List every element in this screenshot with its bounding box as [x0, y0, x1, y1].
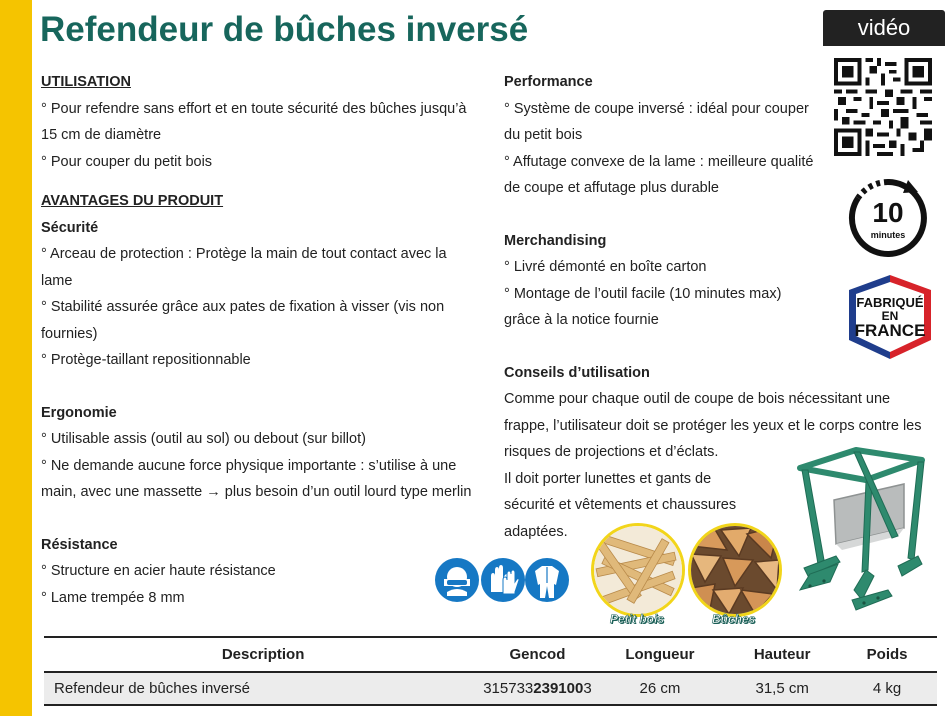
column-header-hauteur: Hauteur — [727, 637, 837, 672]
securite-heading: Sécurité — [41, 219, 99, 236]
column-header-gencod: Gencod — [482, 637, 592, 672]
cell-poids: 4 kg — [837, 672, 937, 705]
securite-line: ° Stabilité assurée grâce aux pates de fixation à visser (vis non — [41, 299, 445, 315]
gloves-icon — [481, 558, 525, 602]
buches-label: Bûches — [712, 612, 756, 626]
cell-longueur: 26 cm — [593, 672, 728, 705]
conseils-line: Comme pour chaque outil de coupe de bois nécessitant une — [504, 391, 891, 407]
column-header-longueur: Longueur — [593, 637, 728, 672]
ergonomie-heading: Ergonomie — [41, 404, 117, 421]
video-tab[interactable]: vidéo — [823, 10, 945, 46]
merchandising-line: grâce à la notice fournie — [504, 312, 659, 328]
gencod-suffix: 3 — [583, 680, 592, 697]
buches-photo — [688, 523, 782, 617]
timer-number: 10 — [872, 197, 904, 228]
avantages-heading: AVANTAGES DU PRODUIT — [41, 193, 224, 209]
column-header-description: Description — [44, 637, 482, 672]
gencod-prefix: 315733 — [483, 680, 534, 697]
conseils-line: adaptées. — [504, 523, 568, 540]
resistance-line: ° Lame trempée 8 mm — [41, 589, 185, 606]
conseils-heading: Conseils d’utilisation — [504, 364, 650, 381]
utilisation-line: ° Pour couper du petit bois — [41, 153, 213, 170]
performance-line: du petit bois — [504, 127, 583, 143]
conseils-line: frappe, l’utilisateur doit se protéger les yeux et le corps contre les — [504, 417, 922, 434]
timer-unit: minutes — [870, 230, 906, 240]
gencod-bold: 239100 — [533, 680, 584, 697]
cell-description: Refendeur de bûches inversé — [44, 672, 482, 705]
performance-heading: Performance — [504, 74, 593, 90]
utilisation-heading: UTILISATION — [41, 74, 131, 90]
cell-hauteur: 31,5 cm — [727, 672, 837, 705]
safety-goggles-icon — [435, 558, 479, 602]
performance-line: ° Système de coupe inversé : idéal pour couper — [504, 100, 809, 117]
spec-table — [44, 636, 937, 706]
merchandising-line: ° Livré démonté en boîte carton — [504, 259, 707, 275]
fabrique-line3: FRANCE — [854, 321, 926, 340]
page-title: Refendeur de bûches inversé — [40, 10, 529, 49]
merchandising-line: ° Montage de l’outil facile (10 minutes max) — [504, 285, 782, 302]
ergonomie-line: ° Utilisable assis (outil au sol) ou debout (sur billot) — [41, 431, 366, 447]
left-column — [41, 69, 496, 611]
merchandising-heading: Merchandising — [504, 232, 607, 249]
ergonomie-line: ° Ne demande aucune force physique importante : s’utilise à une — [41, 457, 457, 474]
fabrique-line2: EN — [881, 309, 899, 323]
log-splitter-product-image — [794, 440, 934, 625]
conseils-line: sécurité et vêtements et chaussures — [504, 497, 737, 513]
yellow-side-stripe — [0, 0, 32, 716]
performance-line: ° Affutage convexe de la lame : meilleure qualité — [504, 153, 814, 170]
securite-line: ° Arceau de protection : Protège la main de tout contact avec la — [41, 246, 447, 262]
utilisation-line: ° Pour refendre sans effort et en toute sécurité des bûches jusqu’à — [41, 100, 467, 117]
cell-gencod — [482, 672, 592, 705]
resistance-line: ° Structure en acier haute résistance — [41, 563, 276, 579]
qr-code-icon[interactable] — [834, 58, 932, 161]
table-header-row — [44, 637, 937, 672]
utilisation-line: 15 cm de diamètre — [41, 127, 162, 143]
ergonomie-line: main, avec une massette → plus besoin d’un outil lourd type merlin — [41, 484, 472, 500]
petit-bois-photo — [591, 523, 685, 617]
petit-bois-label: Petit bois — [610, 612, 665, 626]
coverall-icon — [525, 558, 569, 602]
fabrique-line1: FABRIQUÉ — [856, 295, 924, 310]
performance-line: de coupe et affutage plus durable — [504, 180, 719, 196]
conseils-line: Il doit porter lunettes et gants de — [504, 470, 712, 487]
securite-line: fournies) — [41, 325, 98, 342]
securite-line: ° Protège-taillant repositionnable — [41, 352, 251, 368]
column-header-poids: Poids — [837, 637, 937, 672]
ten-minutes-timer-icon — [846, 176, 930, 265]
table-row — [44, 672, 937, 705]
securite-line: lame — [41, 272, 73, 289]
conseils-line: risques de projections et d’éclats. — [504, 444, 719, 460]
resistance-heading: Résistance — [41, 536, 118, 553]
made-in-france-badge — [843, 272, 937, 367]
